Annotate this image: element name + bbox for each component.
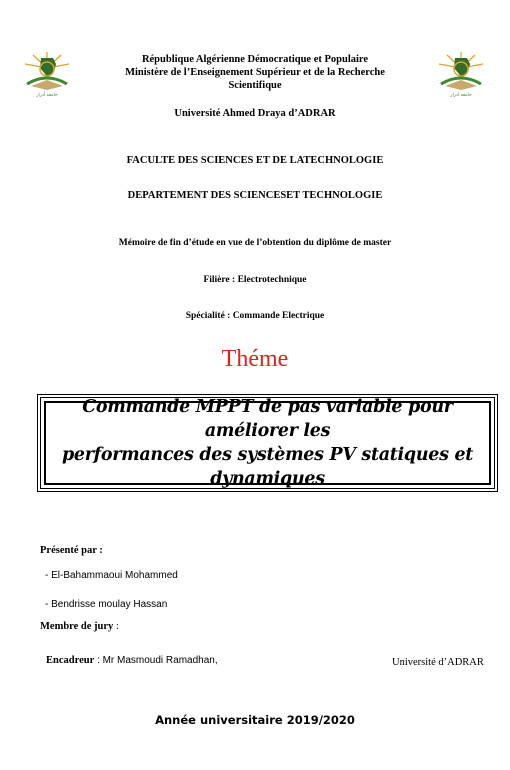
jury-heading: [40, 621, 119, 632]
header-ministry-cont: Scientifique: [228, 80, 282, 91]
title-box: [40, 397, 495, 489]
encadreur-line: [46, 655, 218, 666]
jury-suffix: :: [113, 621, 119, 632]
theme-label: Théme: [221, 346, 289, 372]
jury-label: Membre de jury: [40, 621, 114, 632]
svg-text:جامعة أدرار: جامعة أدرار: [36, 93, 58, 98]
faculty-name: FACULTE DES SCIENCES ET DE LATECHNOLOGIE: [126, 155, 384, 166]
svg-text:جامعة أدرار: جامعة أدرار: [450, 93, 472, 98]
header-university: Université Ahmed Draya d’ADRAR: [174, 108, 336, 119]
academic-year: Année universitaire 2019/2020: [155, 713, 355, 727]
student-1: - El-Bahammaoui Mohammed: [45, 570, 178, 581]
header-republic: République Algérienne Démocratique et Populaire: [141, 54, 369, 65]
encadreur-label: Encadreur: [46, 655, 95, 666]
thesis-title: [46, 395, 489, 491]
encadreur-name: : Mr Masmoudi Ramadhan,: [94, 655, 218, 666]
filiere: Filière : Electrotechnique: [203, 275, 307, 285]
specialite: Spécialité : Commande Electrique: [185, 311, 325, 321]
header-ministry: Ministère de l’Enseignement Supérieur et de la Recherche: [125, 67, 385, 78]
memoire-statement: Mémoire de fin d’étude en vue de l’obtention du diplôme de master: [118, 238, 392, 248]
encadreur-affiliation: Université d’ADRAR: [392, 657, 484, 668]
student-2: - Bendrisse moulay Hassan: [45, 599, 168, 610]
thesis-title-line-1: Commande MPPT de pas variable pour améliorer les: [82, 397, 453, 441]
department-name: DEPARTEMENT DES SCIENCESET TECHNOLOGIE: [127, 190, 383, 201]
presented-by-label: Présenté par :: [40, 545, 103, 556]
thesis-title-line-2: performances des systèmes PV statiques et dynamiques: [61, 445, 474, 489]
